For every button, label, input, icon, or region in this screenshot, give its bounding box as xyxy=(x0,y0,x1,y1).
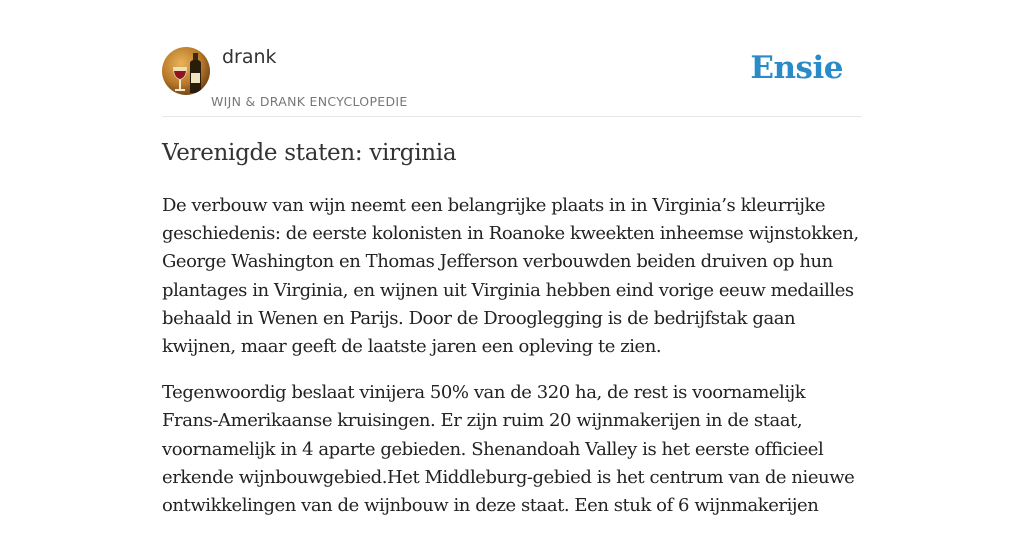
page-title: Verenigde staten: virginia xyxy=(162,140,457,166)
wine-glass-bottle-icon xyxy=(162,47,210,95)
site-header xyxy=(162,0,862,117)
category-link[interactable]: drank xyxy=(222,46,277,68)
article-paragraph: De verbouw van wijn neemt een belangrijke plaats in in Virginia’s kleurrijke geschiedenis: de eerste kolonisten in Roanoke kweekten inheemse wijnstokken, George Washington en Thomas Jefferson verbouwden beiden druiven op hun plantages in Virginia, en wijnen uit Virginia hebben eind vorige eeuw medailles behaald in Wenen en Parijs. Door de Drooglegging is de bedrijfstak gaan kwijnen, maar geeft de laatste jaren een opleving te zien. xyxy=(162,195,859,358)
category-avatar[interactable] xyxy=(162,47,210,95)
page-container xyxy=(162,0,862,517)
article-paragraph: Tegenwoordig beslaat vinijera 50% van de 320 ha, de rest is voornamelijk Frans-Amerikaanse kruisingen. Er zijn ruim 20 wijnmakerijen in de staat, voornamelijk in 4 aparte gebieden. Shenandoah Valley is het eerste officieel erkende wijnbouwgebied.Het Middleburg-gebied is het centrum van de nieuwe ontwikkelingen van de wijnbouw in deze staat. Een stuk of 6 wijnmakerijen xyxy=(162,382,855,517)
article-body xyxy=(162,192,862,538)
ensie-logo[interactable]: Ensie xyxy=(750,50,843,86)
site-subtitle: WIJN & DRANK ENCYCLOPEDIE xyxy=(211,94,408,109)
